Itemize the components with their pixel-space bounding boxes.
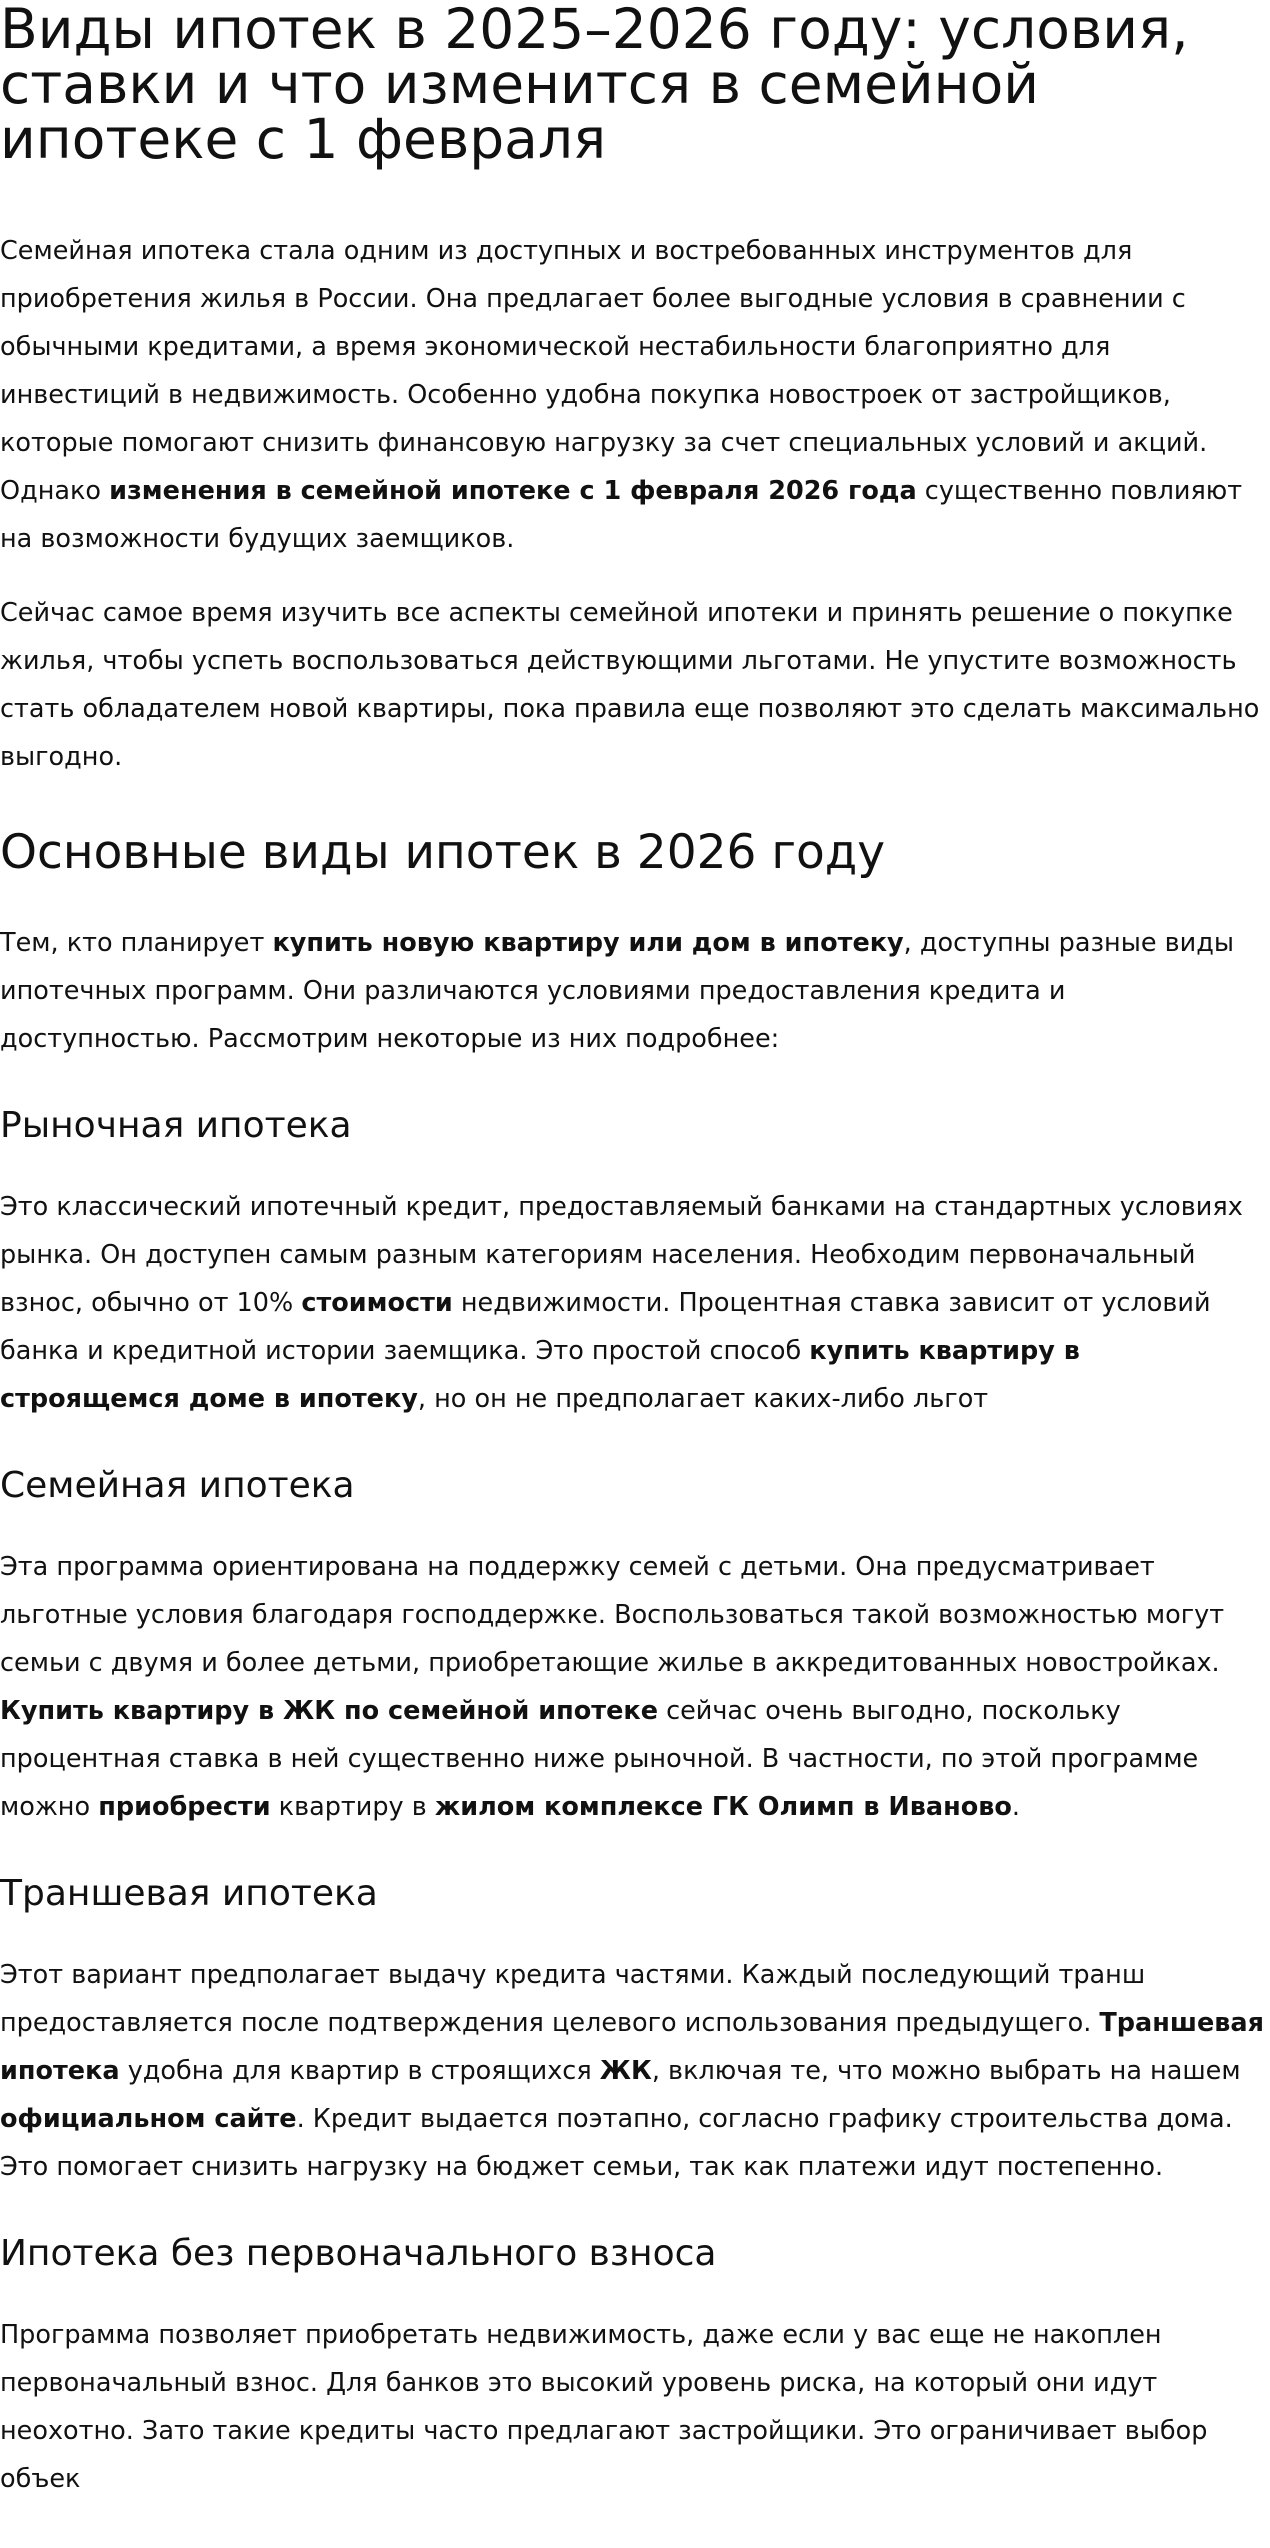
intro-bold-1: изменения в семейной ипотеке с 1 февраля 2026 года — [109, 476, 917, 506]
tranche-text-4: . Кредит выдается поэтапно, согласно графику строительства дома. Это помогает снизить нагрузку на бюджет семьи, так как платежи идут постепенно. — [0, 2104, 1233, 2182]
tranche-text-2: удобна для квартир в строящихся — [119, 2056, 600, 2086]
no-down-payment-heading: Ипотека без первоначального взноса — [0, 2233, 717, 2274]
intro-paragraph-1 — [0, 227, 1268, 563]
intro-paragraph-2: Сейчас самое время изучить все аспекты семейной ипотеки и принять решение о покупке жилья, чтобы успеть воспользоваться действующими льготами. Не упустите возможность стать обладателем новой квартиры, пока правила еще позволяют это сделать максимально выгодно. — [0, 598, 1260, 772]
market-text-3: , но он не предполагает каких-либо льгот — [417, 1384, 989, 1414]
tranche-text-3: , включая те, что можно выбрать на нашем — [651, 2056, 1241, 2086]
tranche-mortgage-heading: Траншевая ипотека — [0, 1873, 378, 1914]
no-down-payment-paragraph: Программа позволяет приобретать недвижимость, даже если у вас еще не накоплен первоначальный взнос. Для банков это высокий уровень риска, на который они идут неохотно. Зато такие кредиты часто предлагают застройщики. Это ограничивает выбор объек — [0, 2320, 1208, 2494]
tranche-mortgage-paragraph — [0, 1951, 1268, 2191]
market-mortgage-paragraph — [0, 1183, 1268, 1423]
family-bold-1: Купить квартиру в ЖК по семейной ипотеке — [0, 1696, 658, 1726]
market-text-2: недвижимости. Процентная ставка зависит от условий банка и кредитной истории заемщика. Это простой способ — [0, 1288, 1211, 1366]
family-text-3: квартиру в — [270, 1792, 435, 1822]
section-intro-paragraph — [0, 919, 1268, 1063]
section-heading: Основные виды ипотек в 2026 году — [0, 825, 886, 880]
family-mortgage-heading: Семейная ипотека — [0, 1465, 355, 1506]
section-intro-text-1: Тем, кто планирует — [0, 928, 273, 958]
market-mortgage-heading: Рыночная ипотека — [0, 1105, 352, 1146]
market-text-1: Это классический ипотечный кредит, предоставляемый банками на стандартных условиях рынка. Он доступен самым разным категориям населения. Необходим первоначальный взнос, обычно от 10% — [0, 1192, 1243, 1318]
family-bold-2: приобрести — [98, 1792, 271, 1822]
family-mortgage-paragraph — [0, 1543, 1268, 1831]
family-bold-3: жилом комплексе ГК Олимп в Иваново — [434, 1792, 1012, 1822]
tranche-bold-2: ЖК — [599, 2056, 652, 2086]
intro-text-2: существенно повлияют на возможности будущих заемщиков. — [0, 476, 1243, 554]
section-intro-bold-1: купить новую квартиру или дом в ипотеку — [272, 928, 904, 958]
market-bold-2: купить квартиру в строящемся доме в ипотеку — [0, 1336, 1080, 1414]
family-text-1: Эта программа ориентирована на поддержку семей с детьми. Она предусматривает льготные условия благодаря господдержке. Воспользоваться такой возможностью могут семьи с двумя и более детьми, приобретающие жилье в аккредитованных новостройках. — [0, 1552, 1225, 1678]
intro-text-1: Семейная ипотека стала одним из доступных и востребованных инструментов для приобретения жилья в России. Она предлагает более выгодные условия в сравнении с обычными кредитами, а время экономической нестабильности благоприятно для инвестиций в недвижимость. Особенно удобна покупка новостроек от застройщиков, которые помогают снизить финансовую нагрузку за счет специальных условий и акций. Однако — [0, 236, 1208, 506]
section-intro-text-2: , доступны разные виды ипотечных программ. Они различаются условиями предоставления кредита и доступностью. Рассмотрим некоторые из них подробнее: — [0, 928, 1235, 1054]
family-text-2: сейчас очень выгодно, поскольку процентная ставка в ней существенно ниже рыночной. В частности, по этой программе можно — [0, 1696, 1199, 1822]
market-bold-1: стоимости — [301, 1288, 453, 1318]
tranche-bold-1: Траншевая ипотека — [0, 2008, 1264, 2086]
family-text-4: . — [1011, 1792, 1021, 1822]
tranche-text-1: Этот вариант предполагает выдачу кредита частями. Каждый последующий транш предоставляется после подтверждения целевого использования предыдущего. — [0, 1960, 1146, 2038]
tranche-bold-3: официальном сайте — [0, 2104, 297, 2134]
article-title: Виды ипотек в 2025–2026 году: условия, ставки и что изменится в семейной ипотеке с 1 февраля — [0, 0, 1189, 171]
